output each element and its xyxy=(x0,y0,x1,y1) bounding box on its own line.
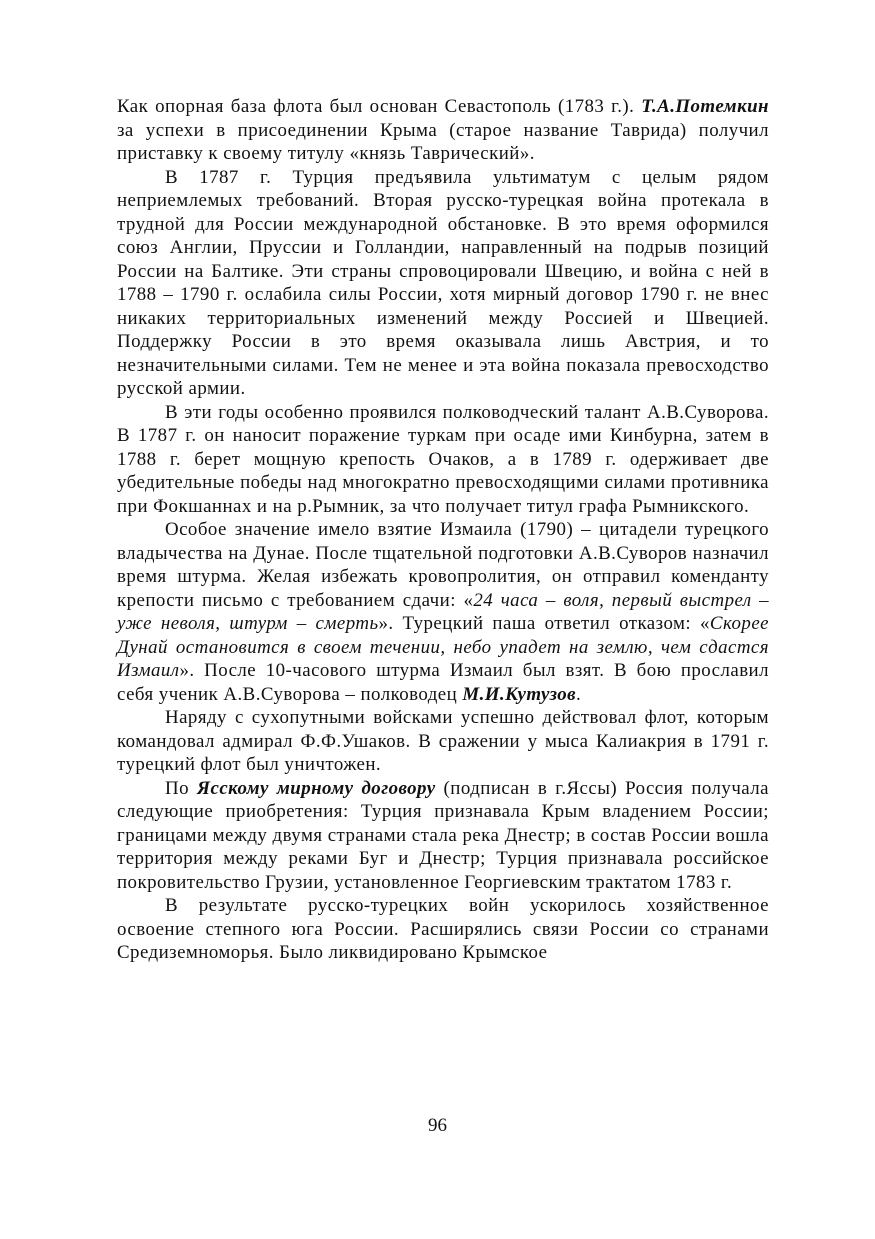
paragraph-izmail xyxy=(117,518,769,706)
body-text xyxy=(117,95,769,965)
paragraph-fleet xyxy=(117,706,769,777)
quote-pasha: Скорее Дунай остановится в своем течении, небо упадет на землю, чем сдастся Измаил xyxy=(117,613,769,681)
text-run: Как опорная база флота был основан Севастополь (1783 г.). xyxy=(117,96,642,117)
name-kutuzov: М.И.Кутузов xyxy=(462,683,576,705)
text-run: В результате русско-турецких войн ускорилось хозяйственное освоение степного юга России. Расширялись связи России со странами Средиземноморья. Было ликвидировано Крымское xyxy=(117,895,769,963)
text-run: (подписан в г.Яссы) Россия получала следующие приобретения: Турция признавала Крым владением России; границами между двумя странами стала река Днестр; в состав России вошла территория между реками Буг и Днестр; Турция признавала российское покровительство Грузии, установленное Георгиевским трактатом 1783 г. xyxy=(117,777,769,893)
paragraph-results xyxy=(117,894,769,965)
name-potemkin: Т.А.Потемкин xyxy=(641,96,769,117)
paragraph-second-war xyxy=(117,166,769,401)
text-run: Наряду с сухопутными войсками успешно действовал флот, которым командовал адмирал Ф.Ф.Ушаков. В сражении у мыса Калиакрия в 1791 г. турецкий флот был уничтожен. xyxy=(117,707,769,775)
text-run: ». После 10-часового штурма Измаил был взят. В бою прославил себя ученик А.В.Суворова – полководец xyxy=(117,660,769,705)
paragraph-jassy-treaty xyxy=(117,777,769,895)
text-run: за успехи в присоединении Крыма (старое название Таврида) получил приставку к своему титулу «князь Таврический». xyxy=(117,119,769,164)
text-run: По xyxy=(165,777,198,799)
paragraph-suvorov-victories xyxy=(117,401,769,519)
paragraph-sevastopol xyxy=(117,95,769,166)
quote-suvorov: 24 часа – воля, первый выстрел – уже неволя, штурм – смерть xyxy=(117,589,769,634)
text-run: В 1787 г. Турция предъявила ультиматум с целым рядом неприемлемых требований. Вторая русско-турецкая война протекала в трудной для России международной обстановке. В это время оформился союз Англии, Пруссии и Голландии, направленный на подрыв позиций России на Балтике. Эти страны спровоцировали Швецию, и война с ней в 1788 – 1790 г. ослабила силы России, хотя мирный договор 1790 г. не внес никаких территориальных изменений между Россией и Швецией. Поддержку России в это время оказывала лишь Австрия, и то незначительными силами. Тем не менее и эта война показала превосходство русской армии. xyxy=(117,166,769,399)
text-run: . xyxy=(576,683,582,705)
term-jassy-treaty: Ясскому мирному договору xyxy=(197,777,436,799)
page-number: 96 xyxy=(428,1115,447,1136)
text-run: Особое значение имело взятие Измаила (1790) – цитадели турецкого владычества на Дунае. После тщательной подготовки А.В.Суворов назначил время штурма. Желая избежать кровопролития, он отправил коменданту крепости письмо с требованием сдачи: « xyxy=(117,519,769,611)
text-run: В эти годы особенно проявился полководческий талант А.В.Суворова. В 1787 г. он наносит поражение туркам при осаде ими Кинбурна, затем в 1788 г. берет мощную крепость Очаков, а в 1789 г. одерживает две убедительные победы над многократно превосходящими силами противника при Фокшаннах и на р.Рымник, за что получает титул графа Рымникского. xyxy=(117,401,769,517)
text-run: ». Турецкий паша ответил отказом: « xyxy=(378,613,710,634)
